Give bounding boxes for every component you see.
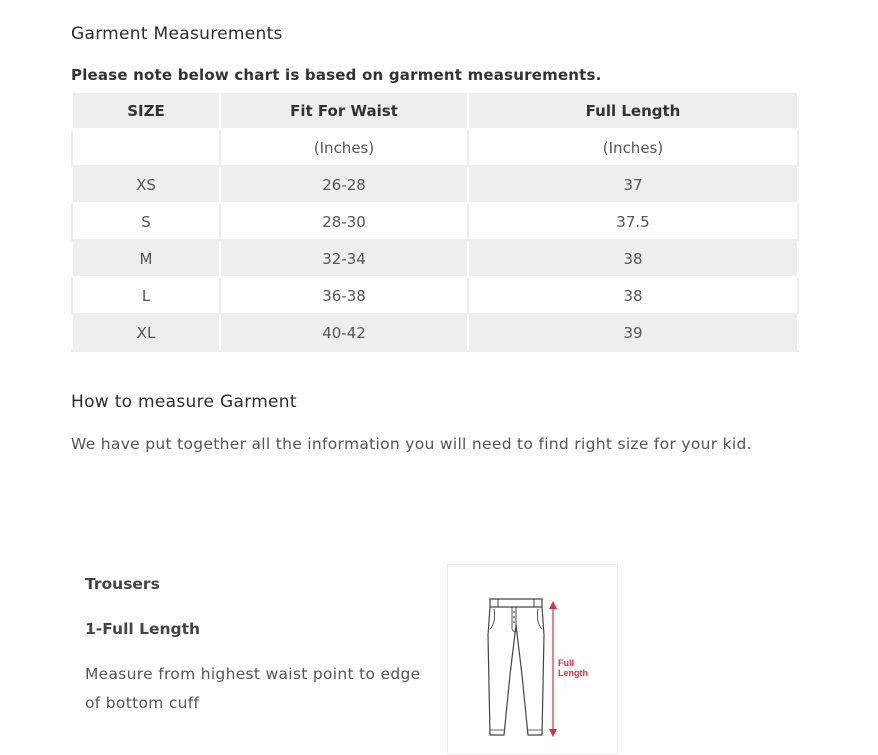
cell-waist: 36-38: [220, 277, 468, 314]
cell-waist: 40-42: [220, 314, 468, 351]
diagram-label-length: Length: [558, 668, 588, 678]
cell-length: 39: [468, 314, 798, 351]
cell-waist: 28-30: [220, 203, 468, 240]
cell-length: 38: [468, 277, 798, 314]
table-row: [72, 203, 798, 240]
arrow-up-icon: [549, 601, 557, 609]
header-waist: Fit For Waist: [220, 92, 468, 129]
unit-length: (Inches): [468, 129, 798, 166]
how-to-measure-intro: We have put together all the information you will need to find right size for your kid.: [71, 435, 752, 453]
cell-length: 38: [468, 240, 798, 277]
unit-waist: (Inches): [220, 129, 468, 166]
cell-size: XS: [72, 166, 220, 203]
cell-waist: 26-28: [220, 166, 468, 203]
arrow-down-icon: [549, 729, 557, 737]
how-to-measure-title: How to measure Garment: [71, 392, 297, 412]
cell-length: 37: [468, 166, 798, 203]
full-length-description: Measure from highest waist point to edge of bottom cuff: [85, 665, 421, 712]
garment-measurements-title: Garment Measurements: [71, 24, 283, 44]
cell-size: L: [72, 277, 220, 314]
size-chart-table: [71, 91, 799, 352]
cell-size: S: [72, 203, 220, 240]
header-size: SIZE: [72, 92, 220, 129]
table-header-row: [72, 92, 798, 129]
table-row: [72, 314, 798, 351]
header-length: Full Length: [468, 92, 798, 129]
trousers-diagram-icon: [448, 565, 619, 755]
trousers-heading: Trousers: [85, 575, 160, 593]
table-row: [72, 277, 798, 314]
table-row: [72, 166, 798, 203]
cell-size: XL: [72, 314, 220, 351]
diagram-label-full: Full: [558, 658, 574, 668]
chart-note: Please note below chart is based on garment measurements.: [71, 66, 602, 84]
table-units-row: [72, 129, 798, 166]
cell-size: M: [72, 240, 220, 277]
cell-waist: 32-34: [220, 240, 468, 277]
unit-size: [72, 129, 220, 166]
table-row: [72, 240, 798, 277]
full-length-title: 1-Full Length: [85, 620, 201, 638]
trousers-diagram: [447, 564, 618, 754]
cell-length: 37.5: [468, 203, 798, 240]
